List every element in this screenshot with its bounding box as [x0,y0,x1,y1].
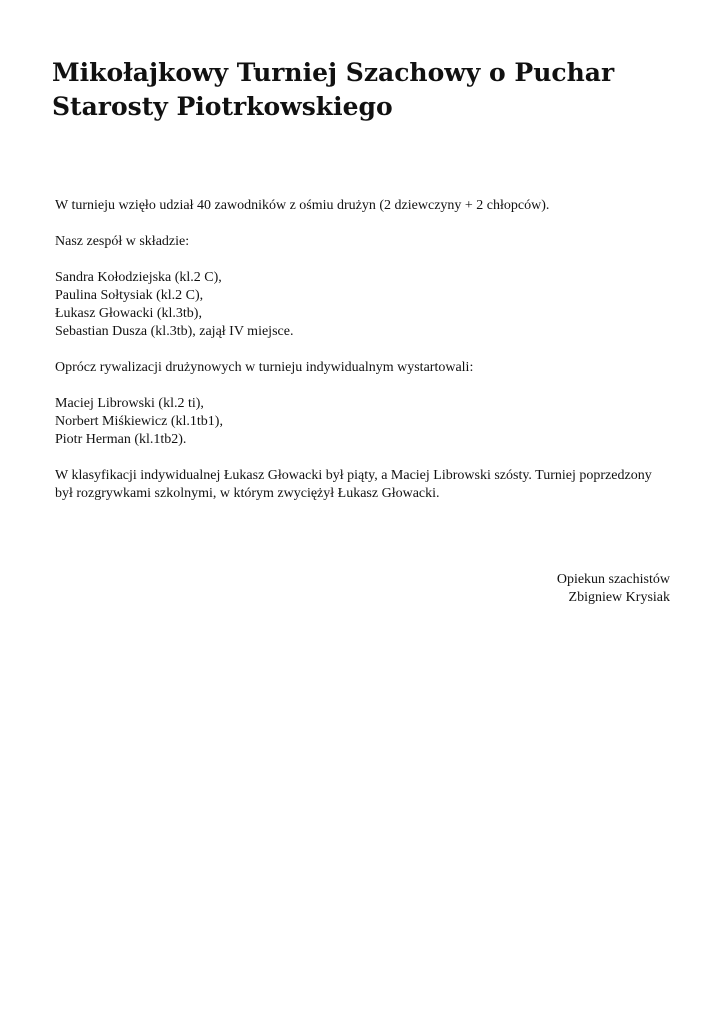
individual-heading: Oprócz rywalizacji drużynowych w turnieju indywidualnym wystartowali: [55,360,474,375]
intro-paragraph: W turnieju wzięło udział 40 zawodników z ośmiu drużyn (2 dziewczyny + 2 chłopców). [55,198,550,213]
individual-players-list [55,395,670,449]
team-heading: Nasz zespół w składzie: [55,234,190,249]
summary-paragraph: W klasyfikacji indywidualnej Łukasz Głowacki był piąty, a Maciej Librowski szósty. Turniej poprzedzony był rozgrywkami szkolnymi, w którym zwyciężył Łukasz Głowacki. [55,468,652,501]
signature-block [557,571,670,607]
team-member: Łukasz Głowacki (kl.3tb), [55,306,202,321]
team-member: Sebastian Dusza (kl.3tb), zajął IV miejsce. [55,324,294,339]
page-title: Mikołajkowy Turniej Szachowy o Puchar Starosty Piotrkowskiego [52,58,615,121]
signature-name: Zbigniew Krysiak [568,590,670,605]
individual-player: Norbert Miśkiewicz (kl.1tb1), [55,414,223,429]
team-member: Sandra Kołodziejska (kl.2 C), [55,270,222,285]
article-body [55,197,670,521]
individual-player: Maciej Librowski (kl.2 ti), [55,396,204,411]
individual-player: Piotr Herman (kl.1tb2). [55,432,187,447]
team-member: Paulina Sołtysiak (kl.2 C), [55,288,204,303]
signature-role: Opiekun szachistów [556,572,670,587]
team-members-list [55,269,670,341]
